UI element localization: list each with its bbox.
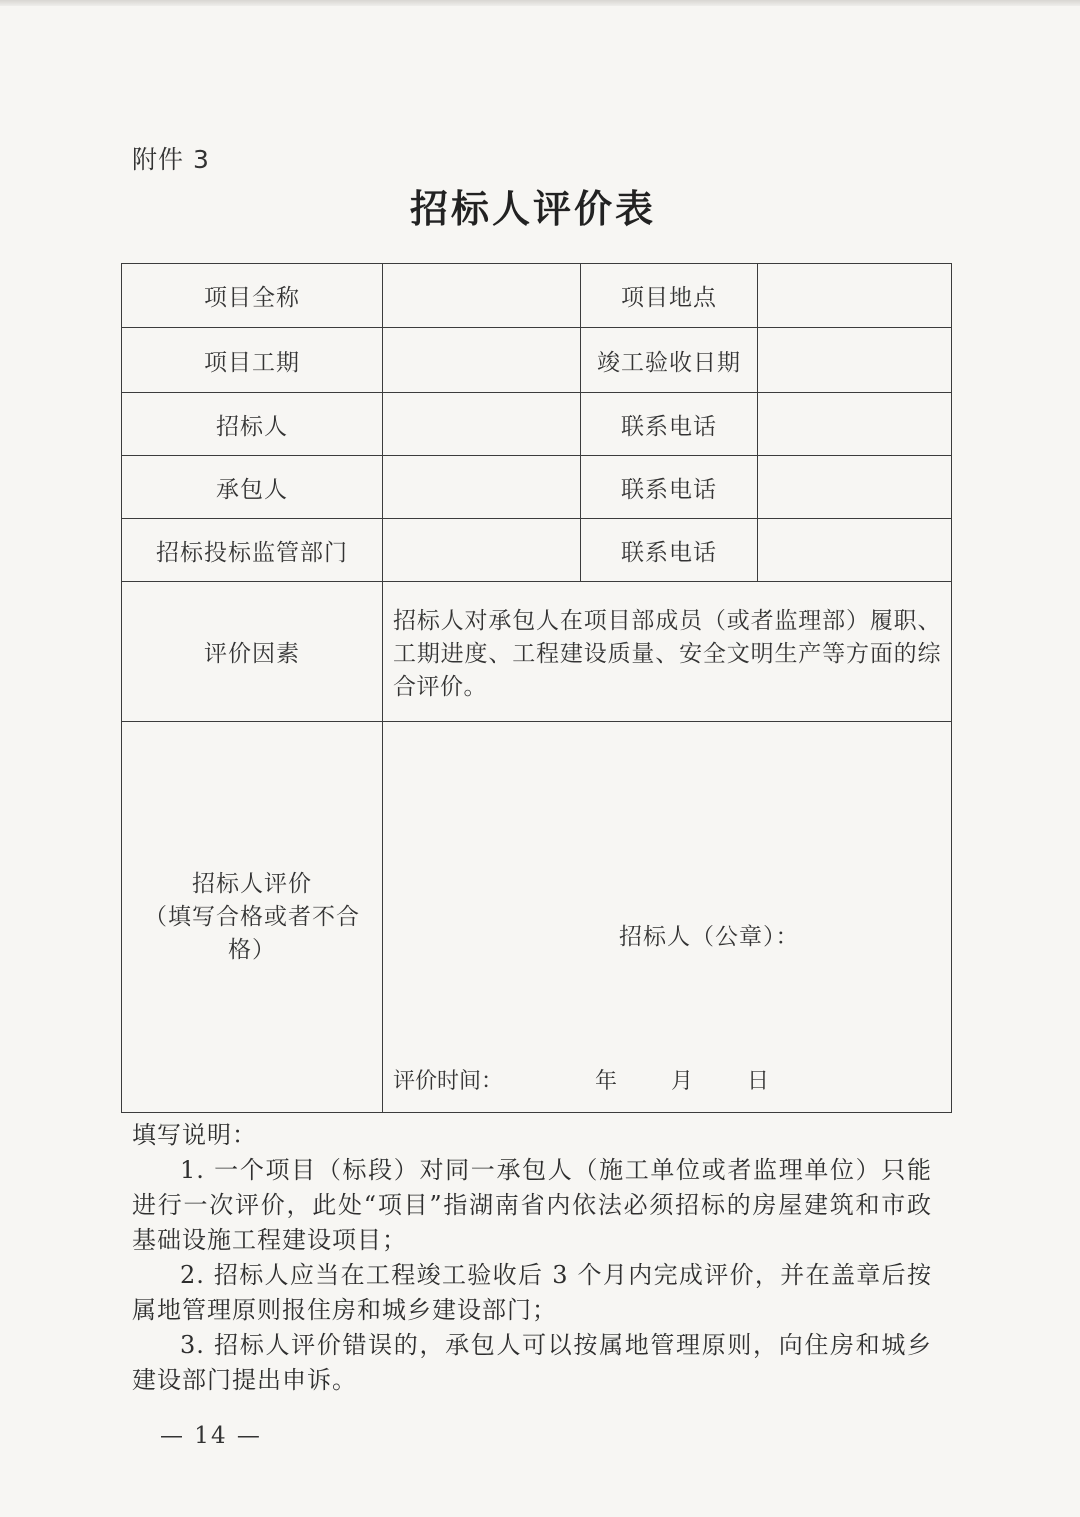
- completion-date-label: 竣工验收日期: [581, 328, 758, 393]
- row-evaluation-factor: [122, 582, 952, 722]
- tenderer-phone-field[interactable]: [758, 393, 952, 456]
- tenderer-field[interactable]: [383, 393, 581, 456]
- tenderer-phone-label: 联系电话: [581, 393, 758, 456]
- evaluation-field[interactable]: [383, 722, 952, 1113]
- day-label: 日: [747, 1069, 770, 1094]
- project-duration-field[interactable]: [383, 328, 581, 393]
- supervisor-dept-field[interactable]: [383, 519, 581, 582]
- evaluation-factor-label: 评价因素: [122, 582, 383, 722]
- evaluation-factor-cell: [383, 582, 952, 722]
- row-tenderer: [122, 393, 952, 456]
- row-evaluation: [122, 722, 952, 1113]
- supervisor-phone-field[interactable]: [758, 519, 952, 582]
- evaluation-factor-text: 招标人对承包人在项目部成员（或者监理部）履职、工期进度、工程建设质量、安全文明生产等方面的综合评价。: [393, 608, 941, 700]
- evaluation-label: [122, 868, 382, 967]
- project-duration-label: 项目工期: [122, 328, 383, 393]
- project-name-label: 项目全称: [122, 264, 383, 328]
- supervisor-dept-label: 招标投标监管部门: [122, 519, 383, 582]
- year-label: 年: [595, 1069, 618, 1094]
- evaluation-label-line1: 招标人评价: [192, 870, 312, 897]
- instruction-item-3: 3. 招标人评价错误的，承包人可以按属地管理原则，向住房和城乡建设部门提出申诉。: [132, 1331, 932, 1394]
- row-supervisor-dept: [122, 519, 952, 582]
- contractor-field[interactable]: [383, 456, 581, 519]
- project-location-field[interactable]: [758, 264, 952, 328]
- evaluation-label-line2: （填写合格或者不合格）: [144, 903, 360, 963]
- supervisor-phone-label: 联系电话: [581, 519, 758, 582]
- instructions-heading: 填写说明：: [132, 1121, 257, 1149]
- instruction-item-1: 1. 一个项目（标段）对同一承包人（施工单位或者监理单位）只能进行一次评价，此处“项目”指湖南省内依法必须招标的房屋建筑和市政基础设施工程建设项目；: [132, 1156, 932, 1254]
- page-number: — 14 —: [160, 1423, 262, 1449]
- instruction-item-2: 2. 招标人应当在工程竣工验收后 3 个月内完成评价，并在盖章后按属地管理原则报住房和城乡建设部门；: [132, 1261, 932, 1324]
- evaluation-label-cell: [122, 722, 383, 1113]
- project-location-label: 项目地点: [581, 264, 758, 328]
- contractor-phone-label: 联系电话: [581, 456, 758, 519]
- completion-date-field[interactable]: [758, 328, 952, 393]
- evaluation-form-table: [121, 263, 952, 1113]
- attachment-label: 附件 3: [132, 145, 210, 174]
- seal-label: 招标人（公章）：: [619, 924, 800, 950]
- row-project-duration: [122, 328, 952, 393]
- form-title: 招标人评价表: [409, 186, 656, 231]
- project-name-field[interactable]: [383, 264, 581, 328]
- month-label: 月: [671, 1069, 694, 1094]
- tenderer-label: 招标人: [122, 393, 383, 456]
- page-top-edge: [0, 0, 1080, 6]
- row-contractor: [122, 456, 952, 519]
- row-project-name: [122, 264, 952, 328]
- fill-instructions: [132, 1118, 932, 1398]
- evaluation-area: [383, 722, 951, 1112]
- contractor-phone-field[interactable]: [758, 456, 952, 519]
- eval-time-label: 评价时间：: [393, 1069, 504, 1094]
- contractor-label: 承包人: [122, 456, 383, 519]
